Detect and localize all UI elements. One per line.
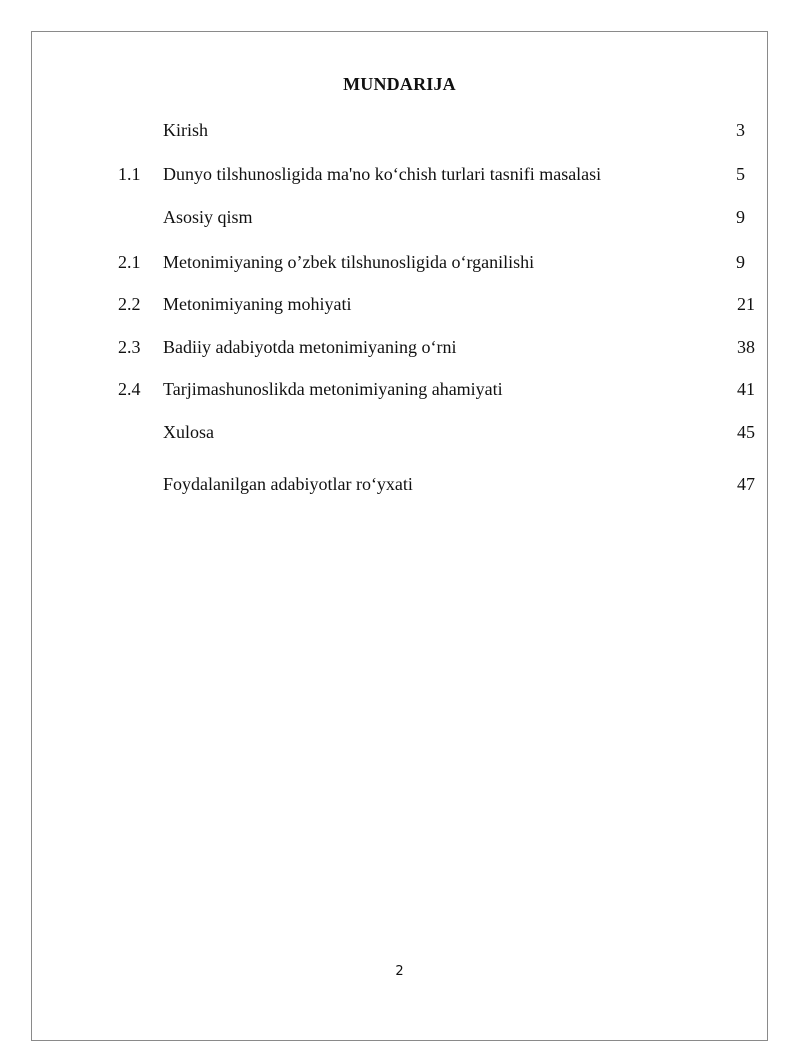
document-page xyxy=(31,31,768,1041)
toc-entry-label: Foydalanilgan adabiyotlar ro‘yxati xyxy=(163,474,413,494)
toc-entry-number: 2.1 xyxy=(118,252,141,272)
toc-entry xyxy=(32,162,767,186)
toc-entry xyxy=(32,118,767,142)
toc-entry-number: 1.1 xyxy=(118,164,141,184)
toc-entry-page: 47 xyxy=(737,474,755,494)
toc-entry-label: Badiiy adabiyotda metonimiyaning o‘rni xyxy=(163,337,457,357)
toc-entry-page: 21 xyxy=(737,294,755,314)
page-number: 2 xyxy=(395,964,404,979)
toc-entry xyxy=(32,472,767,496)
toc-entry xyxy=(32,420,767,444)
toc-entry-page: 3 xyxy=(736,120,745,140)
toc-entry xyxy=(32,335,767,359)
toc-entry xyxy=(32,377,767,401)
toc-entry-page: 9 xyxy=(736,207,745,227)
toc-entry-number: 2.3 xyxy=(118,337,141,357)
toc-entry-page: 41 xyxy=(737,379,755,399)
toc-entry-label: Dunyo tilshunosligida ma'no ko‘chish turlari tasnifi masalasi xyxy=(163,164,602,184)
toc-entry-page: 9 xyxy=(736,252,745,272)
toc-entry-label: Kirish xyxy=(163,120,208,140)
toc-entry xyxy=(32,250,767,274)
toc-entry xyxy=(32,292,767,316)
toc-entry-page: 45 xyxy=(737,422,755,442)
toc-entry-page: 5 xyxy=(736,164,745,184)
toc-entry-label: Asosiy qism xyxy=(163,207,253,227)
toc-entry xyxy=(32,205,767,229)
toc-entry-label: Metonimiyaning mohiyati xyxy=(163,294,352,314)
toc-entry-label: Xulosa xyxy=(163,422,214,442)
toc-title: MUNDARIJA xyxy=(343,74,456,94)
toc-entry-label: Metonimiyaning o’zbek tilshunosligida o‘rganilishi xyxy=(163,252,535,272)
toc-entry-number: 2.2 xyxy=(118,294,141,314)
toc-entry-page: 38 xyxy=(737,337,755,357)
toc-entry-label: Tarjimashunoslikda metonimiyaning ahamiyati xyxy=(163,379,503,399)
toc-entry-number: 2.4 xyxy=(118,379,141,399)
